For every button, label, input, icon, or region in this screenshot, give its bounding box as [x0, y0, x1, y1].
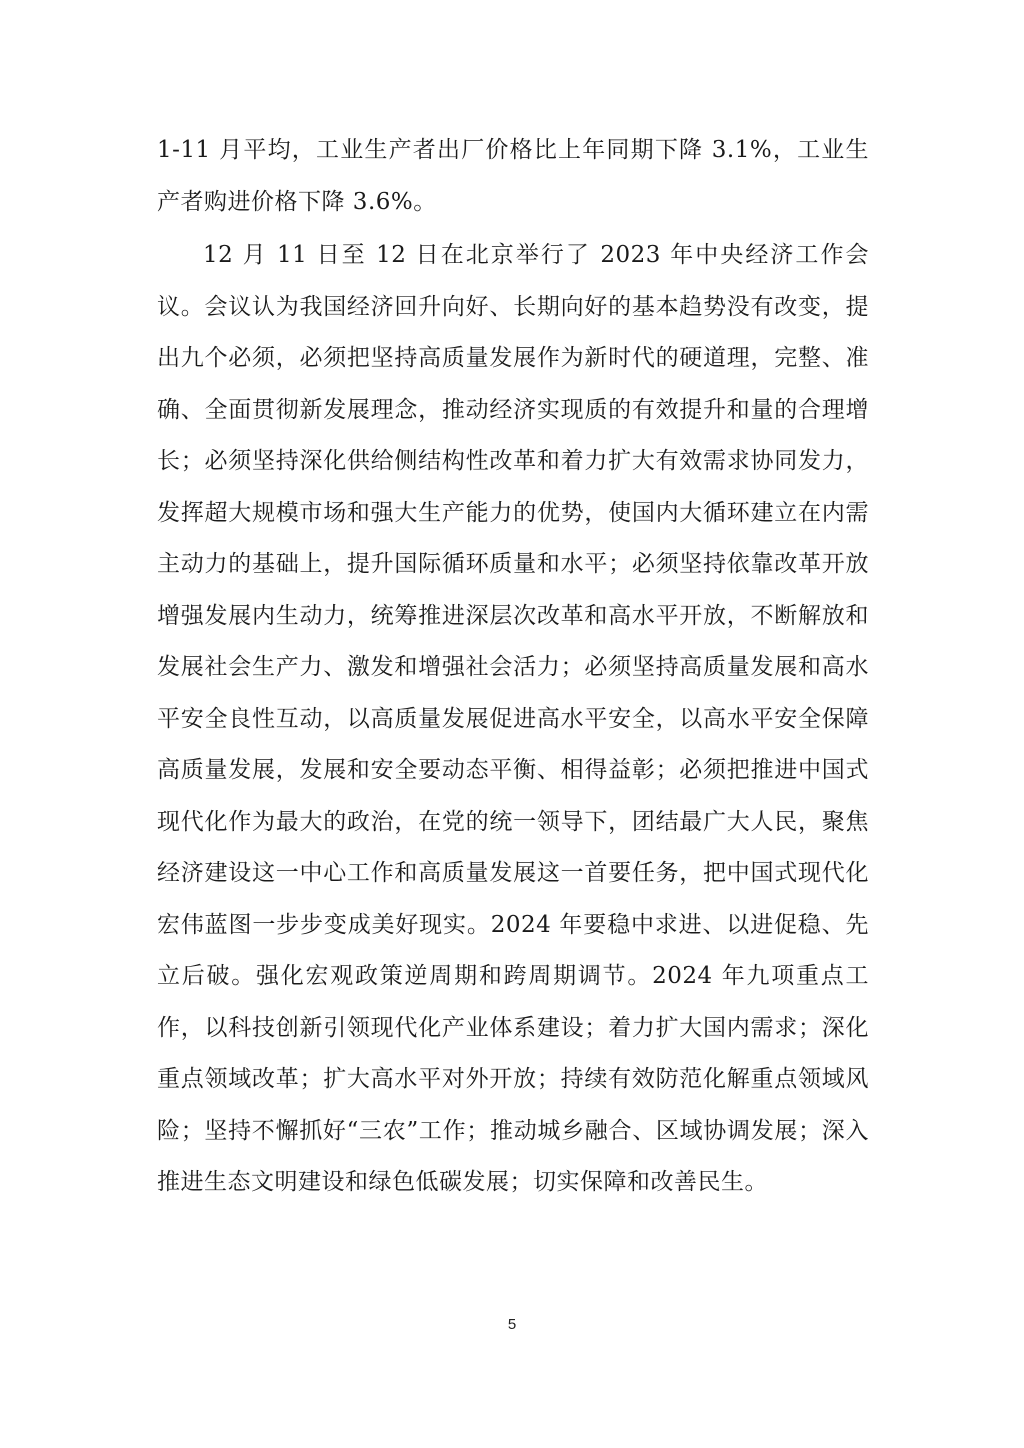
page-number: 5 — [507, 1316, 517, 1333]
paragraph-economic-work-conference: 12 月 11 日至 12 日在北京举行了 2023 年中央经济工作会议。会议认为我国经济回升向好、长期向好的基本趋势没有改变，提出九个必须，必须把坚持高质量发展作为新时代的硬道理，完整、准确、全面贯彻新发展理念，推动经济实现质的有效提升和量的合理增长；必须坚持深化供给侧结构性改革和着力扩大有效需求协同发力，发挥超大规模市场和强大生产能力的优势，使国内大循环建立在内需主动力的基础上，提升国际循环质量和水平；必须坚持依靠改革开放增强发展内生动力，统筹推进深层次改革和高水平开放，不断解放和发展社会生产力、激发和增强社会活力；必须坚持高质量发展和高水平安全良性互动，以高质量发展促进高水平安全，以高水平安全保障高质量发展，发展和安全要动态平衡、相得益彰；必须把推进中国式现代化作为最大的政治，在党的统一领导下，团结最广大人民，聚焦经济建设这一中心工作和高质量发展这一首要任务，把中国式现代化宏伟蓝图一步步变成美好现实。2024 年要稳中求进、以进促稳、先立后破。强化宏观政策逆周期和跨周期调节。2024 年九项重点工作，以科技创新引领现代化产业体系建设；着力扩大国内需求；深化重点领域改革；扩大高水平对外开放；持续有效防范化解重点领域风险；坚持不懈抓好“三农”工作；推动城乡融合、区域协调发展；深入推进生态文明建设和绿色低碳发展；切实保障和改善民生。 — [157, 242, 869, 1195]
body-text — [157, 125, 869, 1209]
paragraph-price-index: 1-11 月平均，工业生产者出厂价格比上年同期下降 3.1%，工业生产者购进价格下降 3.6%。 — [157, 137, 869, 215]
